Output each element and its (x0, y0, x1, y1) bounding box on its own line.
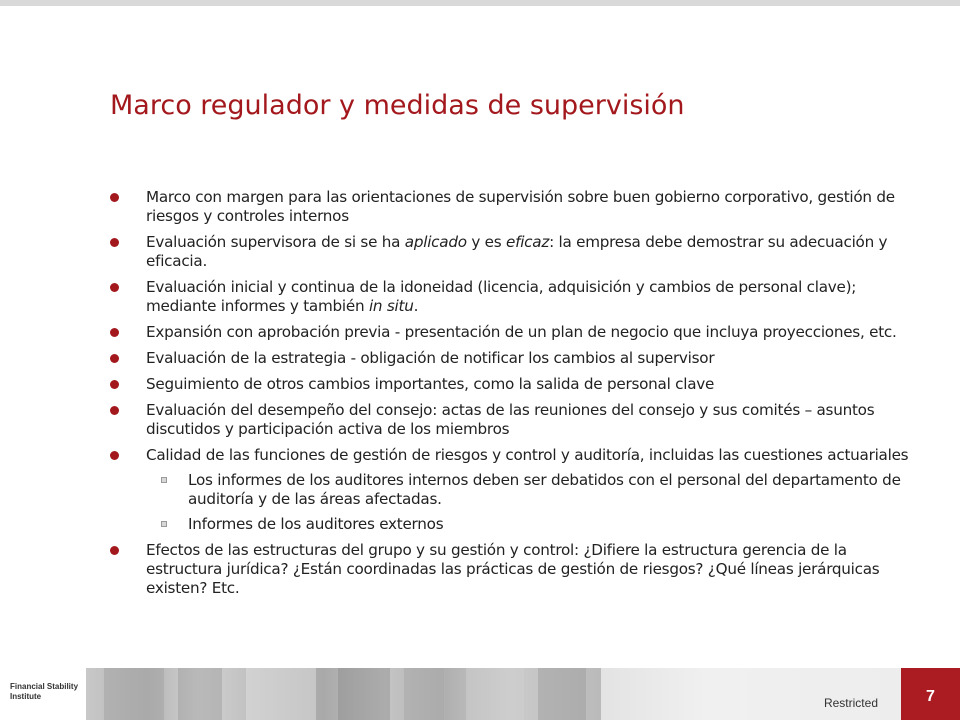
bullet-dot-icon (110, 328, 119, 337)
text-run: : la empresa debe demostrar su adecuación y eficacia. (146, 233, 888, 270)
bullet-text: Evaluación del desempeño del consejo: actas de las reuniones del consejo y sus comités – asuntos discutidos y participación activa de los miembros (146, 401, 875, 438)
top-bar (0, 0, 960, 6)
sub-bullet-text: Informes de los auditores externos (188, 515, 444, 533)
emphasis-in-situ: in situ (368, 297, 414, 315)
bullet-dot-icon (110, 354, 119, 363)
bullet-dot-icon (110, 451, 119, 460)
sub-bullet-text: Los informes de los auditores internos deben ser debatidos con el personal del departamento de auditoría y de las áreas afectadas. (188, 471, 901, 508)
list-item (110, 349, 910, 368)
fsi-logo (10, 682, 82, 702)
text-run: Evaluación inicial y continua de la idoneidad (licencia, adquisición y cambios de personal clave); mediante informes y también (146, 278, 857, 315)
footer-band (601, 668, 901, 720)
emphasis-eficaz: eficaz (506, 233, 550, 251)
bullet-text (146, 278, 856, 315)
bullet-dot-icon (110, 238, 119, 247)
list-item (110, 278, 910, 316)
footer-photo-collage (86, 668, 601, 720)
list-item (110, 323, 910, 342)
list-item (110, 446, 910, 534)
bullet-dot-icon (110, 283, 119, 292)
emphasis-aplicado: aplicado (404, 233, 467, 251)
bullet-text: Seguimiento de otros cambios importantes, como la salida de personal clave (146, 375, 715, 393)
list-item (110, 375, 910, 394)
text-run: Evaluación supervisora de si se ha (146, 233, 405, 251)
bullet-dot-icon (110, 406, 119, 415)
bullet-text: Marco con margen para las orientaciones de supervisión sobre buen gobierno corporativo, gestión de riesgos y controles internos (146, 188, 895, 225)
sub-list-item (146, 515, 910, 534)
text-run: . (413, 297, 419, 315)
bullet-dot-icon (110, 193, 119, 202)
classification-label: Restricted (823, 696, 878, 710)
list-item (110, 233, 910, 271)
square-bullet-icon (161, 477, 167, 483)
text-run: y es (466, 233, 507, 251)
bullet-text: Efectos de las estructuras del grupo y su gestión y control: ¿Difiere la estructura gerencia de la estructura jurídica? ¿Están coordinadas las prácticas de gestión de riesgos? ¿Qué líneas jerárquicas existen? Etc. (146, 541, 880, 597)
bullet-text: Calidad de las funciones de gestión de riesgos y control y auditoría, incluidas las cuestiones actuariales (146, 446, 909, 464)
page-number: 7 (926, 688, 935, 705)
bullet-text: Expansión con aprobación previa - presentación de un plan de negocio que incluya proyecciones, etc. (146, 323, 897, 341)
sub-list-item (146, 471, 910, 509)
list-item (110, 401, 910, 439)
list-item (110, 188, 910, 226)
bullet-dot-icon (110, 546, 119, 555)
bullet-text: Evaluación de la estrategia - obligación de notificar los cambios al supervisor (146, 349, 715, 367)
sub-bullet-list (146, 471, 910, 534)
list-item (110, 541, 910, 598)
logo-text-line1: Financial Stability (10, 682, 79, 691)
bullet-list (110, 188, 910, 605)
slide-title: Marco regulador y medidas de supervisión (110, 90, 685, 121)
bullet-text (146, 233, 887, 270)
bullet-dot-icon (110, 380, 119, 389)
logo-text-line2: Institute (10, 692, 42, 701)
square-bullet-icon (161, 521, 167, 527)
